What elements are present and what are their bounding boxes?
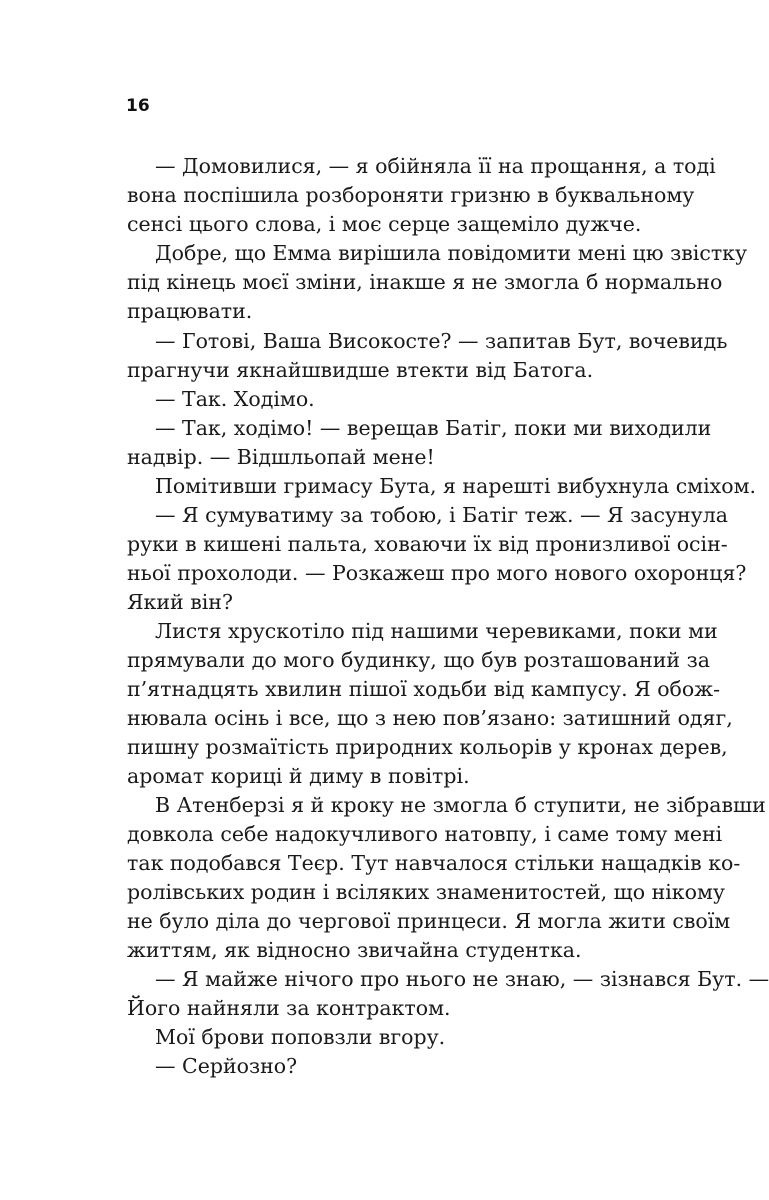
text-line: прямували до мого будинку, що був розташований за bbox=[127, 648, 710, 672]
text-line: — Так, ходімо! — верещав Батіг, поки ми виходили bbox=[155, 416, 712, 440]
text-line: довкола себе надокучливого натовпу, і саме тому мені bbox=[127, 822, 723, 846]
text-line: нювала осінь і все, що з нею пов’язано: затишний одяг, bbox=[127, 706, 733, 730]
text-line: ньої прохолоди. — Розкажеш про мого нового охоронця? bbox=[127, 561, 747, 585]
page-number: 16 bbox=[126, 96, 150, 116]
text-line: життям, як відносно звичайна студентка. bbox=[127, 938, 582, 962]
text-line: Який він? bbox=[127, 590, 233, 614]
text-line: ролівських родин і всіляких знаменитостей, що нікому bbox=[127, 880, 725, 904]
text-line: Листя хрускотіло під нашими черевиками, поки ми bbox=[155, 619, 718, 643]
text-line: п’ятнадцять хвилин пішої ходьби від кампусу. Я обож- bbox=[127, 677, 721, 701]
text-line: — Домовилися, — я обійняла її на прощання, а тоді bbox=[155, 154, 716, 178]
text-line: — Серйозно? bbox=[155, 1054, 298, 1078]
text-line: Його найняли за контрактом. bbox=[127, 996, 451, 1020]
text-line: — Так. Ходімо. bbox=[155, 387, 315, 411]
text-line: руки в кишені пальта, ховаючи їх від пронизливої осін- bbox=[127, 532, 728, 556]
text-line: Добре, що Емма вирішила повідомити мені цю звістку bbox=[155, 241, 748, 265]
text-line: сенсі цього слова, і моє серце защеміло дужче. bbox=[127, 212, 642, 236]
text-line: працювати. bbox=[127, 299, 253, 323]
text-line: Мої брови поповзли вгору. bbox=[155, 1025, 446, 1049]
text-line: — Я майже нічого про нього не знаю, — зізнався Бут. — bbox=[155, 967, 769, 991]
text-line: Помітивши гримасу Бута, я нарешті вибухнула сміхом. bbox=[155, 474, 757, 498]
text-line: прагнучи якнайшвидше втекти від Батога. bbox=[127, 358, 594, 382]
text-line: вона поспішила розбороняти гризню в буквальному bbox=[127, 183, 695, 207]
text-line: аромат кориці й диму в повітрі. bbox=[127, 764, 470, 788]
text-line: під кінець моєї зміни, інакше я не змогла б нормально bbox=[127, 270, 723, 294]
text-line: не було діла до чергової принцеси. Я могла жити своїм bbox=[127, 909, 731, 933]
text-line: В Атенберзі я й кроку не змогла б ступити, не зібравши bbox=[155, 793, 766, 817]
text-line: — Готові, Ваша Високосте? — запитав Бут, вочевидь bbox=[155, 329, 728, 353]
text-line: пишну розмаїтість природних кольорів у кронах дерев, bbox=[127, 735, 728, 759]
text-line: так подобався Теєр. Тут навчалося стільки нащадків ко- bbox=[127, 851, 741, 875]
text-line: надвір. — Відшльопай мене! bbox=[127, 445, 435, 469]
text-line: — Я сумуватиму за тобою, і Батіг теж. — Я засунула bbox=[155, 503, 728, 527]
